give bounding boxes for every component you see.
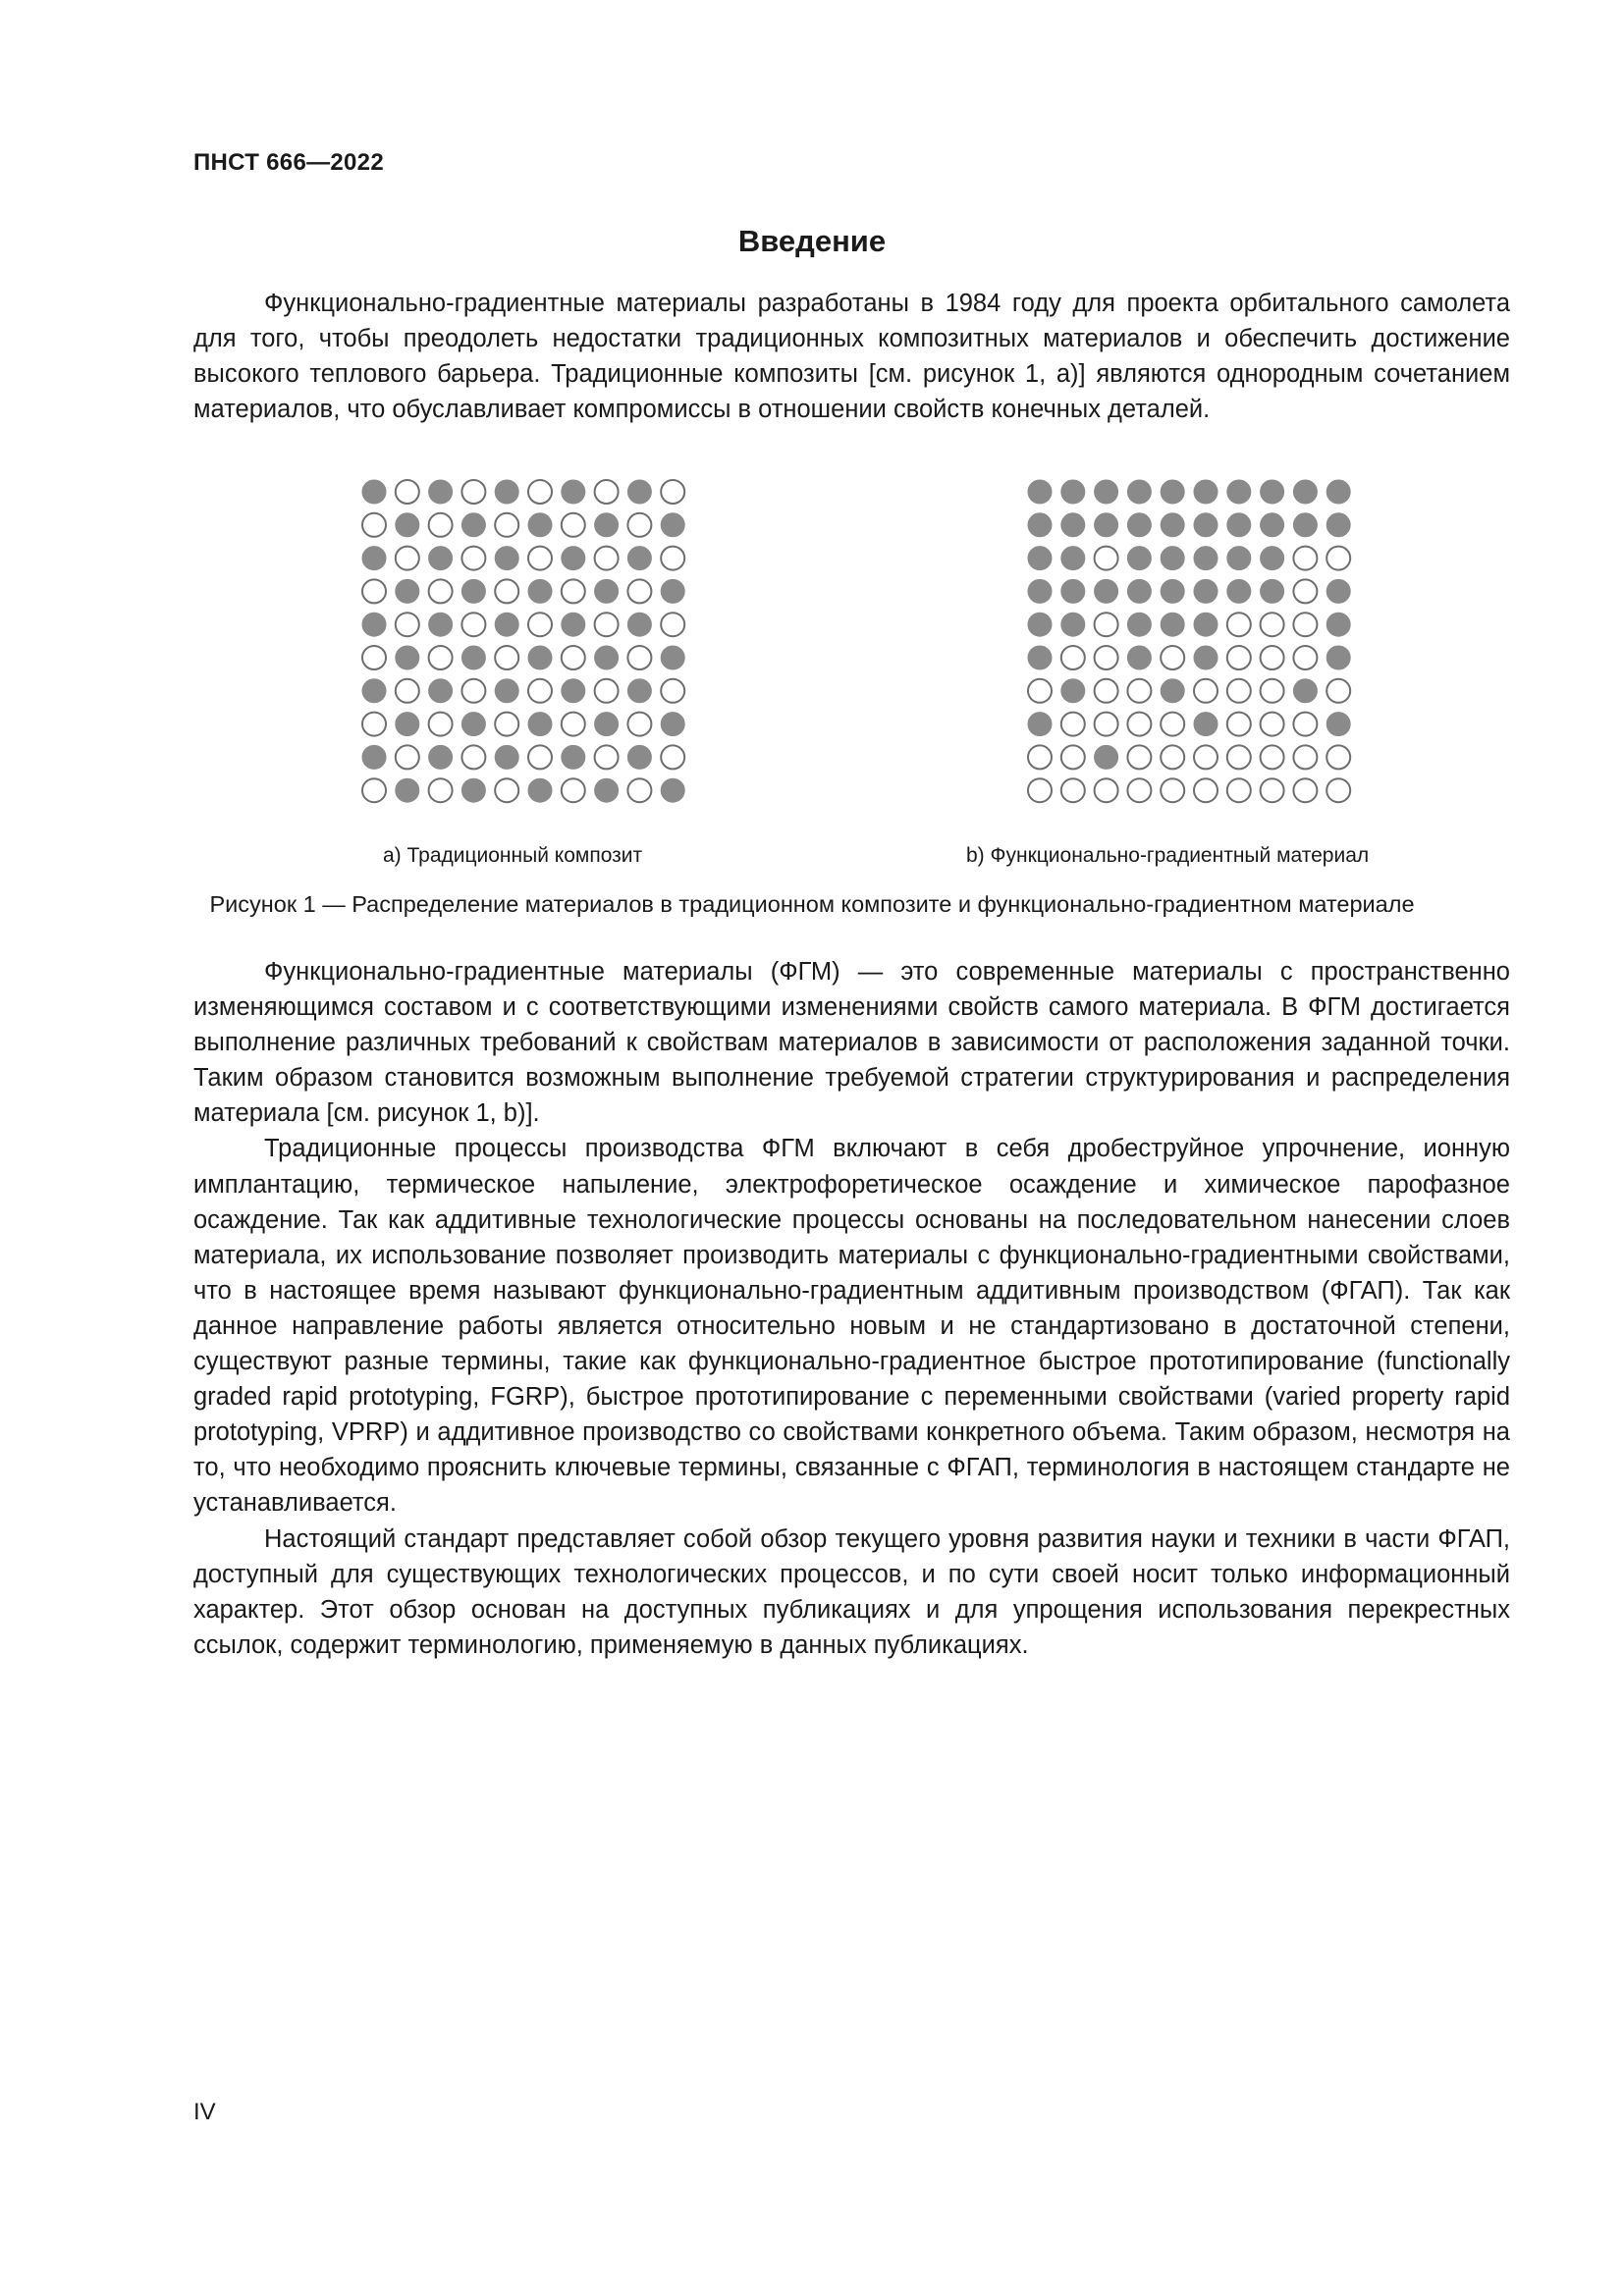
- composite-filled-dot: [562, 679, 585, 703]
- composite-open-dot: [461, 745, 485, 769]
- fgm-open-dot: [1293, 579, 1317, 603]
- fgm-filled-dot: [1194, 513, 1218, 537]
- composite-filled-dot: [362, 679, 386, 703]
- fgm-filled-dot: [1028, 513, 1052, 537]
- fgm-open-dot: [1261, 613, 1284, 636]
- composite-open-dot: [495, 778, 518, 802]
- composite-open-dot: [396, 679, 419, 703]
- fgm-open-dot: [1261, 745, 1284, 769]
- fgm-open-dot: [1326, 679, 1350, 703]
- fgm-open-dot: [1326, 547, 1350, 570]
- composite-filled-dot: [627, 745, 651, 769]
- fgm-filled-dot: [1127, 613, 1151, 636]
- fgm-open-dot: [1261, 713, 1284, 736]
- composite-filled-dot: [562, 547, 585, 570]
- composite-filled-dot: [627, 547, 651, 570]
- fgm-filled-dot: [1061, 547, 1085, 570]
- composite-open-dot: [661, 547, 684, 570]
- fgm-open-dot: [1293, 778, 1317, 802]
- composite-open-dot: [362, 646, 386, 669]
- fgm-open-dot: [1028, 778, 1052, 802]
- fgm-open-dot: [1061, 778, 1085, 802]
- fgm-open-dot: [1127, 778, 1151, 802]
- paragraph: Традиционные процессы производства ФГМ включают в себя дробеструйное упрочнение, ионную имплантацию, термическое напыление, электрофоретическое осаждение и химическое парофазное осаждение. Так как аддитивные технологические процессы основаны на последовательном нанесении слоев материала, их использование позволяет производить материалы с функционально-градиентными свойствами, что в настоящее время называют функционально-градиентным аддитивным производством (ФГАП). Так как данное направление работы является относительно новым и не стандартизовано в достаточной степени, существуют разные термины, такие как функционально-градиентное быстрое прототипирование (functionally graded rapid prototyping, FGRP), быстрое прототипирование с переменными свойствами (varied property rapid prototyping, VPRP) и аддитивное производство со свойствами конкретного объема. Таким образом, несмотря на то, что необходимо прояснить ключевые термины, связанные с ФГАП, терминология в настоящем стандарте не устанавливается.: [193, 1135, 1510, 1518]
- paragraph: Функционально-градиентные материалы (ФГМ) — это современные материалы с пространственно изменяющимся составом и с соответствующими изменениями свойств самого материала. В ФГМ достигается выполнение различных требований к свойствам материалов в зависимости от расположения заданной точки. Таким образом становится возможным выполнение требуемой стратегии структурирования и распределения материала [см. рисунок 1, b)].: [193, 958, 1510, 1128]
- fgm-filled-dot: [1326, 513, 1350, 537]
- composite-open-dot: [528, 679, 552, 703]
- composite-open-dot: [595, 547, 619, 570]
- composite-open-dot: [528, 480, 552, 504]
- composite-filled-dot: [528, 778, 552, 802]
- composite-open-dot: [661, 613, 684, 636]
- composite-filled-dot: [461, 778, 485, 802]
- fgm-filled-dot: [1161, 513, 1184, 537]
- fgm-open-dot: [1061, 646, 1085, 669]
- composite-filled-dot: [396, 513, 419, 537]
- fgm-open-dot: [1127, 745, 1151, 769]
- fgm-open-dot: [1127, 679, 1151, 703]
- fgm-filled-dot: [1095, 480, 1118, 504]
- fgm-open-dot: [1293, 646, 1317, 669]
- dot-grid-traditional-composite: [358, 476, 692, 810]
- composite-filled-dot: [595, 778, 619, 802]
- composite-filled-dot: [495, 547, 518, 570]
- fgm-filled-dot: [1161, 613, 1184, 636]
- composite-filled-dot: [429, 480, 453, 504]
- fgm-open-dot: [1293, 745, 1317, 769]
- figure-panel-b: [1024, 476, 1358, 810]
- composite-filled-dot: [528, 579, 552, 603]
- fgm-filled-dot: [1127, 646, 1151, 669]
- fgm-open-dot: [1161, 745, 1184, 769]
- composite-open-dot: [362, 579, 386, 603]
- fgm-filled-dot: [1227, 513, 1251, 537]
- fgm-filled-dot: [1028, 480, 1052, 504]
- composite-filled-dot: [627, 679, 651, 703]
- composite-open-dot: [528, 745, 552, 769]
- fgm-open-dot: [1293, 713, 1317, 736]
- composite-open-dot: [562, 513, 585, 537]
- composite-open-dot: [396, 613, 419, 636]
- fgm-filled-dot: [1028, 613, 1052, 636]
- fgm-open-dot: [1161, 713, 1184, 736]
- composite-filled-dot: [562, 480, 585, 504]
- fgm-filled-dot: [1293, 679, 1317, 703]
- fgm-open-dot: [1061, 713, 1085, 736]
- composite-filled-dot: [627, 480, 651, 504]
- fgm-filled-dot: [1028, 713, 1052, 736]
- composite-open-dot: [461, 547, 485, 570]
- composite-filled-dot: [495, 679, 518, 703]
- intro-text: [193, 286, 1510, 427]
- fgm-filled-dot: [1028, 547, 1052, 570]
- fgm-filled-dot: [1061, 613, 1085, 636]
- composite-open-dot: [495, 579, 518, 603]
- fgm-filled-dot: [1293, 513, 1317, 537]
- composite-open-dot: [661, 679, 684, 703]
- fgm-open-dot: [1227, 679, 1251, 703]
- fgm-open-dot: [1194, 679, 1218, 703]
- fgm-filled-dot: [1194, 579, 1218, 603]
- fgm-filled-dot: [1127, 513, 1151, 537]
- composite-open-dot: [595, 613, 619, 636]
- composite-open-dot: [562, 579, 585, 603]
- fgm-open-dot: [1095, 778, 1118, 802]
- fgm-open-dot: [1095, 646, 1118, 669]
- composite-filled-dot: [362, 547, 386, 570]
- figure-title: Рисунок 1 — Распределение материалов в традиционном композите и функционально-градиентном материале: [209, 891, 1415, 917]
- composite-open-dot: [429, 778, 453, 802]
- composite-open-dot: [627, 778, 651, 802]
- composite-filled-dot: [362, 480, 386, 504]
- fgm-filled-dot: [1261, 579, 1284, 603]
- figure-caption-b: b) Функционально-градиентный материал: [966, 844, 1370, 867]
- figure-panel-a: [358, 476, 692, 810]
- composite-filled-dot: [528, 713, 552, 736]
- composite-open-dot: [362, 778, 386, 802]
- composite-filled-dot: [595, 713, 619, 736]
- composite-open-dot: [495, 513, 518, 537]
- fgm-filled-dot: [1127, 579, 1151, 603]
- fgm-filled-dot: [1261, 513, 1284, 537]
- composite-open-dot: [396, 480, 419, 504]
- fgm-filled-dot: [1061, 579, 1085, 603]
- fgm-open-dot: [1095, 713, 1118, 736]
- composite-open-dot: [627, 713, 651, 736]
- fgm-filled-dot: [1095, 579, 1118, 603]
- composite-filled-dot: [429, 547, 453, 570]
- composite-filled-dot: [595, 579, 619, 603]
- fgm-filled-dot: [1194, 480, 1218, 504]
- fgm-open-dot: [1261, 778, 1284, 802]
- composite-open-dot: [396, 547, 419, 570]
- composite-filled-dot: [528, 646, 552, 669]
- fgm-open-dot: [1293, 547, 1317, 570]
- fgm-open-dot: [1227, 713, 1251, 736]
- fgm-open-dot: [1261, 679, 1284, 703]
- paragraph: Функционально-градиентные материалы разработаны в 1984 году для проекта орбитального самолета для того, чтобы преодолеть недостатки традиционных композитных материалов и обеспечить достижение высокого теплового барьера. Традиционные композиты [см. рисунок 1, a)] являются однородным сочетанием материалов, что обуславливает компромиссы в отношении свойств конечных деталей.: [193, 290, 1510, 424]
- fgm-filled-dot: [1326, 613, 1350, 636]
- fgm-open-dot: [1127, 713, 1151, 736]
- composite-filled-dot: [461, 513, 485, 537]
- page-number: IV: [193, 2099, 216, 2125]
- fgm-filled-dot: [1028, 579, 1052, 603]
- composite-open-dot: [429, 713, 453, 736]
- fgm-open-dot: [1227, 778, 1251, 802]
- fgm-open-dot: [1227, 613, 1251, 636]
- composite-filled-dot: [362, 613, 386, 636]
- composite-filled-dot: [396, 713, 419, 736]
- fgm-open-dot: [1161, 778, 1184, 802]
- composite-open-dot: [362, 713, 386, 736]
- composite-filled-dot: [495, 613, 518, 636]
- composite-filled-dot: [396, 646, 419, 669]
- composite-open-dot: [429, 513, 453, 537]
- composite-filled-dot: [562, 745, 585, 769]
- composite-filled-dot: [396, 579, 419, 603]
- fgm-open-dot: [1028, 679, 1052, 703]
- fgm-open-dot: [1261, 646, 1284, 669]
- fgm-filled-dot: [1127, 480, 1151, 504]
- composite-open-dot: [562, 778, 585, 802]
- composite-filled-dot: [627, 613, 651, 636]
- fgm-filled-dot: [1095, 745, 1118, 769]
- fgm-filled-dot: [1028, 646, 1052, 669]
- body-text: [193, 954, 1510, 1663]
- fgm-filled-dot: [1227, 547, 1251, 570]
- composite-open-dot: [495, 646, 518, 669]
- fgm-filled-dot: [1261, 480, 1284, 504]
- composite-open-dot: [661, 480, 684, 504]
- fgm-filled-dot: [1194, 646, 1218, 669]
- fgm-filled-dot: [1161, 547, 1184, 570]
- fgm-filled-dot: [1326, 579, 1350, 603]
- fgm-open-dot: [1293, 613, 1317, 636]
- fgm-filled-dot: [1293, 480, 1317, 504]
- composite-filled-dot: [495, 480, 518, 504]
- fgm-filled-dot: [1194, 713, 1218, 736]
- composite-open-dot: [562, 646, 585, 669]
- composite-open-dot: [661, 745, 684, 769]
- fgm-filled-dot: [1194, 547, 1218, 570]
- fgm-open-dot: [1095, 547, 1118, 570]
- fgm-filled-dot: [1326, 480, 1350, 504]
- composite-open-dot: [595, 679, 619, 703]
- composite-filled-dot: [362, 745, 386, 769]
- fgm-filled-dot: [1161, 579, 1184, 603]
- document-code: ПНСТ 666—2022: [193, 149, 384, 176]
- composite-filled-dot: [495, 745, 518, 769]
- composite-filled-dot: [661, 713, 684, 736]
- composite-open-dot: [362, 513, 386, 537]
- fgm-filled-dot: [1127, 547, 1151, 570]
- fgm-open-dot: [1095, 679, 1118, 703]
- composite-filled-dot: [429, 613, 453, 636]
- composite-open-dot: [461, 480, 485, 504]
- composite-open-dot: [429, 646, 453, 669]
- composite-filled-dot: [528, 513, 552, 537]
- fgm-filled-dot: [1161, 480, 1184, 504]
- composite-filled-dot: [562, 613, 585, 636]
- fgm-filled-dot: [1261, 547, 1284, 570]
- fgm-filled-dot: [1061, 513, 1085, 537]
- fgm-filled-dot: [1161, 679, 1184, 703]
- fgm-open-dot: [1028, 745, 1052, 769]
- composite-filled-dot: [661, 646, 684, 669]
- fgm-filled-dot: [1061, 480, 1085, 504]
- fgm-open-dot: [1227, 745, 1251, 769]
- fgm-filled-dot: [1227, 579, 1251, 603]
- composite-filled-dot: [429, 679, 453, 703]
- fgm-filled-dot: [1326, 713, 1350, 736]
- composite-open-dot: [461, 613, 485, 636]
- fgm-filled-dot: [1095, 513, 1118, 537]
- fgm-filled-dot: [1061, 679, 1085, 703]
- composite-open-dot: [528, 547, 552, 570]
- fgm-filled-dot: [1326, 646, 1350, 669]
- dot-grid-functionally-graded-material: [1024, 476, 1358, 810]
- composite-filled-dot: [396, 778, 419, 802]
- composite-filled-dot: [595, 646, 619, 669]
- composite-open-dot: [562, 713, 585, 736]
- composite-open-dot: [461, 679, 485, 703]
- composite-open-dot: [396, 745, 419, 769]
- fgm-filled-dot: [1194, 613, 1218, 636]
- fgm-open-dot: [1061, 745, 1085, 769]
- composite-open-dot: [627, 646, 651, 669]
- composite-filled-dot: [461, 646, 485, 669]
- figure-caption-a: а) Традиционный композит: [383, 844, 643, 867]
- fgm-open-dot: [1161, 646, 1184, 669]
- fgm-open-dot: [1326, 745, 1350, 769]
- composite-open-dot: [429, 579, 453, 603]
- composite-filled-dot: [595, 513, 619, 537]
- composite-filled-dot: [461, 713, 485, 736]
- fgm-open-dot: [1095, 613, 1118, 636]
- section-title: Введение: [737, 224, 887, 258]
- composite-filled-dot: [661, 579, 684, 603]
- composite-filled-dot: [461, 579, 485, 603]
- fgm-filled-dot: [1227, 480, 1251, 504]
- fgm-open-dot: [1227, 646, 1251, 669]
- composite-open-dot: [627, 513, 651, 537]
- composite-open-dot: [595, 480, 619, 504]
- paragraph: Настоящий стандарт представляет собой обзор текущего уровня развития науки и техники в части ФГАП, доступный для существующих технологических процессов, и по сути своей носит только информационный характер. Этот обзор основан на доступных публикациях и для упрощения использования перекрестных ссылок, содержит терминологию, применяемую в данных публикациях.: [193, 1524, 1510, 1659]
- composite-filled-dot: [661, 778, 684, 802]
- fgm-open-dot: [1194, 778, 1218, 802]
- fgm-open-dot: [1194, 745, 1218, 769]
- composite-open-dot: [627, 579, 651, 603]
- composite-filled-dot: [661, 513, 684, 537]
- fgm-open-dot: [1326, 778, 1350, 802]
- composite-open-dot: [528, 613, 552, 636]
- composite-open-dot: [495, 713, 518, 736]
- composite-open-dot: [595, 745, 619, 769]
- composite-filled-dot: [429, 745, 453, 769]
